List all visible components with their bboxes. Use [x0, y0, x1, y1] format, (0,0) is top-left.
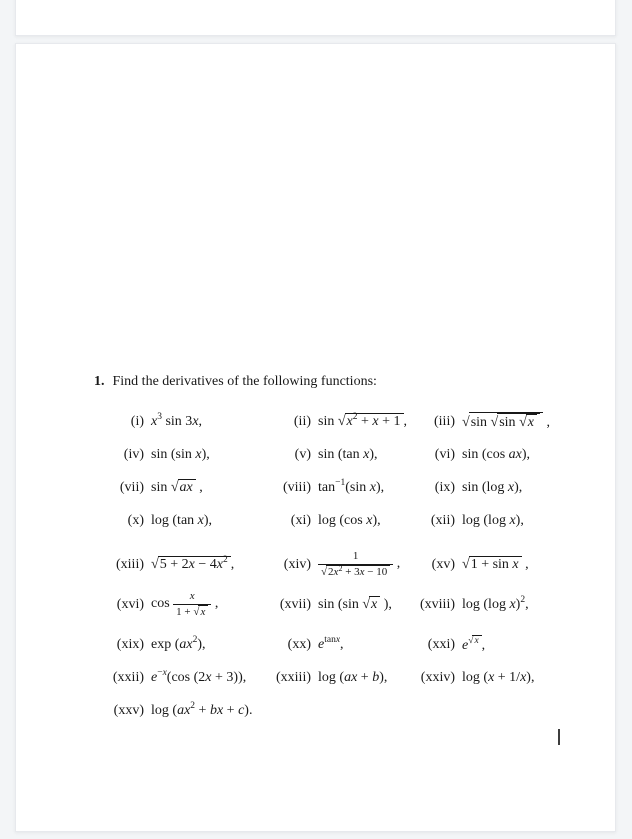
exercise-heading — [94, 374, 615, 390]
exercise-item — [94, 405, 267, 438]
item-expression: sin (cos ax), — [462, 446, 531, 462]
exercise-item — [94, 471, 267, 504]
exercise-item — [267, 405, 413, 438]
item-expression: $\sin √x^2 + x + 1$ , — [318, 412, 408, 429]
item-label: (x) — [127, 512, 144, 528]
item-label: (iii) — [434, 413, 455, 429]
item-label: (xv) — [431, 556, 455, 572]
exercise-item — [94, 621, 267, 661]
exercise-item — [267, 661, 413, 694]
item-expression: sin (log x), — [462, 479, 523, 495]
item-expression: $x^3$ sin 3x, — [151, 411, 203, 429]
item-expression: log (x + 1/x), — [462, 669, 535, 685]
text-cursor — [558, 729, 560, 745]
item-label: (xxiii) — [276, 669, 311, 685]
item-label: (xiii) — [116, 556, 144, 572]
item-label: (xviii) — [420, 596, 455, 612]
item-label: (ix) — [434, 479, 455, 495]
exercise-item — [413, 471, 615, 504]
item-expression: $e^{-x}(\cos$ (2x + 3)), — [151, 667, 247, 685]
exercise-item — [94, 694, 267, 727]
item-label: (xvii) — [279, 596, 311, 612]
exercise-heading-text: Find the derivatives of the following functions: — [112, 374, 377, 389]
page-card-previous — [15, 0, 616, 36]
exercise-item — [267, 537, 413, 581]
exercise-item — [94, 581, 267, 621]
item-expression: log (cos x), — [318, 512, 381, 528]
exercise-item — [267, 621, 413, 661]
item-expression: log (tan x), — [151, 512, 213, 528]
item-label: (xxv) — [113, 702, 144, 718]
item-label: (xii) — [430, 512, 455, 528]
item-label: (viii) — [283, 479, 311, 495]
exercise-grid — [94, 405, 615, 727]
item-expression: √1 + sin x , — [462, 557, 529, 572]
item-label: (xiv) — [283, 556, 311, 572]
item-label: (ii) — [293, 413, 311, 429]
item-label: (xxiv) — [420, 669, 455, 685]
item-expression: cos $\frac{x}{1 + √x}$ , — [151, 590, 219, 618]
item-expression: $√5 + 2x - 4x^2$ , — [151, 555, 235, 572]
exercise-item — [413, 405, 615, 438]
item-expression: √sin √sin √x , — [462, 412, 550, 431]
exercise-item — [413, 438, 615, 471]
item-expression: $\frac{1}{√2x^2 + 3x - 10}$ , — [318, 550, 400, 578]
exercise-item — [413, 661, 615, 694]
exercise-item — [267, 471, 413, 504]
page-card — [15, 43, 616, 832]
item-label: (vi) — [434, 446, 455, 462]
item-label: (v) — [294, 446, 311, 462]
item-label: (vii) — [119, 479, 144, 495]
item-label: (i) — [130, 413, 144, 429]
item-expression: sin (sin x), — [151, 446, 210, 462]
item-label: (iv) — [123, 446, 144, 462]
exercise-item — [267, 504, 413, 537]
item-expression: log (log x), — [462, 512, 524, 528]
exercise-item — [413, 504, 615, 537]
item-expression: sin √ax , — [151, 480, 203, 495]
item-expression: log (ax + b), — [318, 669, 388, 685]
item-label: (xi) — [290, 512, 311, 528]
exercise-number: 1. — [94, 374, 105, 389]
item-label: (xix) — [116, 636, 144, 652]
exercise-item — [267, 581, 413, 621]
exercise-item — [413, 537, 615, 581]
item-expression: log (log x)$^2$, — [462, 594, 529, 612]
item-expression: $\tan^{-1}(\sin$ x), — [318, 477, 385, 495]
page-content — [16, 44, 615, 727]
item-expression: $\log (ax^2$ + bx + c). — [151, 700, 253, 718]
exercise-item — [94, 438, 267, 471]
item-label: (xxii) — [112, 669, 144, 685]
exercise-item — [413, 621, 615, 661]
item-expression: $\exp (ax^2)$, — [151, 634, 206, 652]
item-expression: $e^{tanx}$, — [318, 634, 344, 652]
item-label: (xxi) — [427, 636, 455, 652]
item-label: (xx) — [287, 636, 311, 652]
item-expression: $e^{√x}$ , — [462, 636, 486, 653]
item-label: (xvi) — [116, 596, 144, 612]
exercise-item — [94, 504, 267, 537]
item-expression: sin (sin √x ), — [318, 597, 392, 612]
item-expression: sin (tan x), — [318, 446, 378, 462]
exercise-item — [94, 661, 267, 694]
exercise-item — [413, 581, 615, 621]
exercise-item — [94, 537, 267, 581]
exercise-item — [267, 438, 413, 471]
